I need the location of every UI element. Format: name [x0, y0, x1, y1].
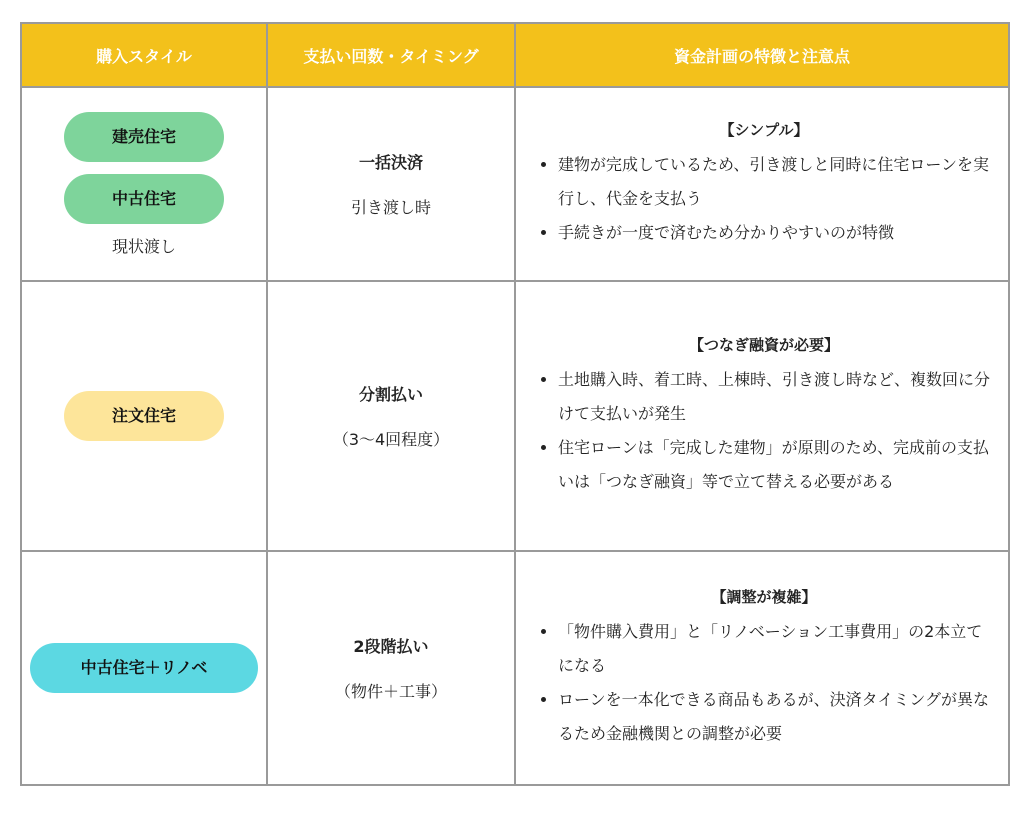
badge-used-house-renovation: 中古住宅＋リノベ	[30, 643, 258, 693]
list-item: • 「物件購入費用」と「リノベーション工事費用」の2本立てになる	[558, 615, 994, 683]
payment-timing-cell	[267, 87, 515, 281]
payment-timing-cell	[267, 551, 515, 785]
list-item: • 建物が完成しているため、引き渡しと同時に住宅ローンを実行し、代金を支払う	[558, 148, 994, 216]
features-cell	[515, 551, 1009, 785]
features-cell	[515, 87, 1009, 281]
table-row-ready-built	[21, 87, 1009, 281]
list-item: • 手続きが一度で済むため分かりやすいのが特徴	[558, 216, 994, 250]
badge-used-house: 中古住宅	[64, 174, 224, 224]
payment-method: 分割払い	[358, 385, 423, 404]
style-note: 現状渡し	[111, 236, 176, 256]
payment-timing: （3〜4回程度）	[332, 430, 450, 449]
payment-method: 2段階払い	[353, 637, 429, 656]
feature-heading: 【調整が複雑】	[711, 587, 817, 606]
feature-list	[534, 363, 994, 499]
table-row-custom-built	[21, 281, 1009, 551]
payment-method: 一括決済	[358, 153, 423, 172]
table-row-used-renovation	[21, 551, 1009, 785]
purchase-style-cell	[21, 281, 267, 551]
list-item: • ローンを一本化できる商品もあるが、決済タイミングが異なるため金融機関との調整が必要	[558, 683, 994, 751]
badge-custom-house: 注文住宅	[64, 391, 224, 441]
payment-timing: 引き渡し時	[350, 198, 431, 217]
purchase-style-cell	[21, 87, 267, 281]
list-item: • 住宅ローンは「完成した建物」が原則のため、完成前の支払いは「つなぎ融資」等で立て替える必要がある	[558, 431, 994, 499]
header-payment-timing: 支払い回数・タイミング	[267, 23, 515, 87]
badge-ready-built-house: 建売住宅	[64, 112, 224, 162]
payment-timing-cell	[267, 281, 515, 551]
payment-timing: （物件＋工事）	[334, 682, 447, 701]
header-funding-features: 資金計画の特徴と注意点	[515, 23, 1009, 87]
comparison-table	[20, 22, 1010, 786]
header-purchase-style: 購入スタイル	[21, 23, 267, 87]
header-row	[21, 23, 1009, 87]
feature-heading: 【つなぎ融資が必要】	[688, 335, 839, 354]
feature-list	[534, 615, 994, 751]
feature-heading: 【シンプル】	[719, 120, 809, 139]
list-item: • 土地購入時、着工時、上棟時、引き渡し時など、複数回に分けて支払いが発生	[558, 363, 994, 431]
features-cell	[515, 281, 1009, 551]
purchase-style-cell	[21, 551, 267, 785]
feature-list	[534, 148, 994, 250]
